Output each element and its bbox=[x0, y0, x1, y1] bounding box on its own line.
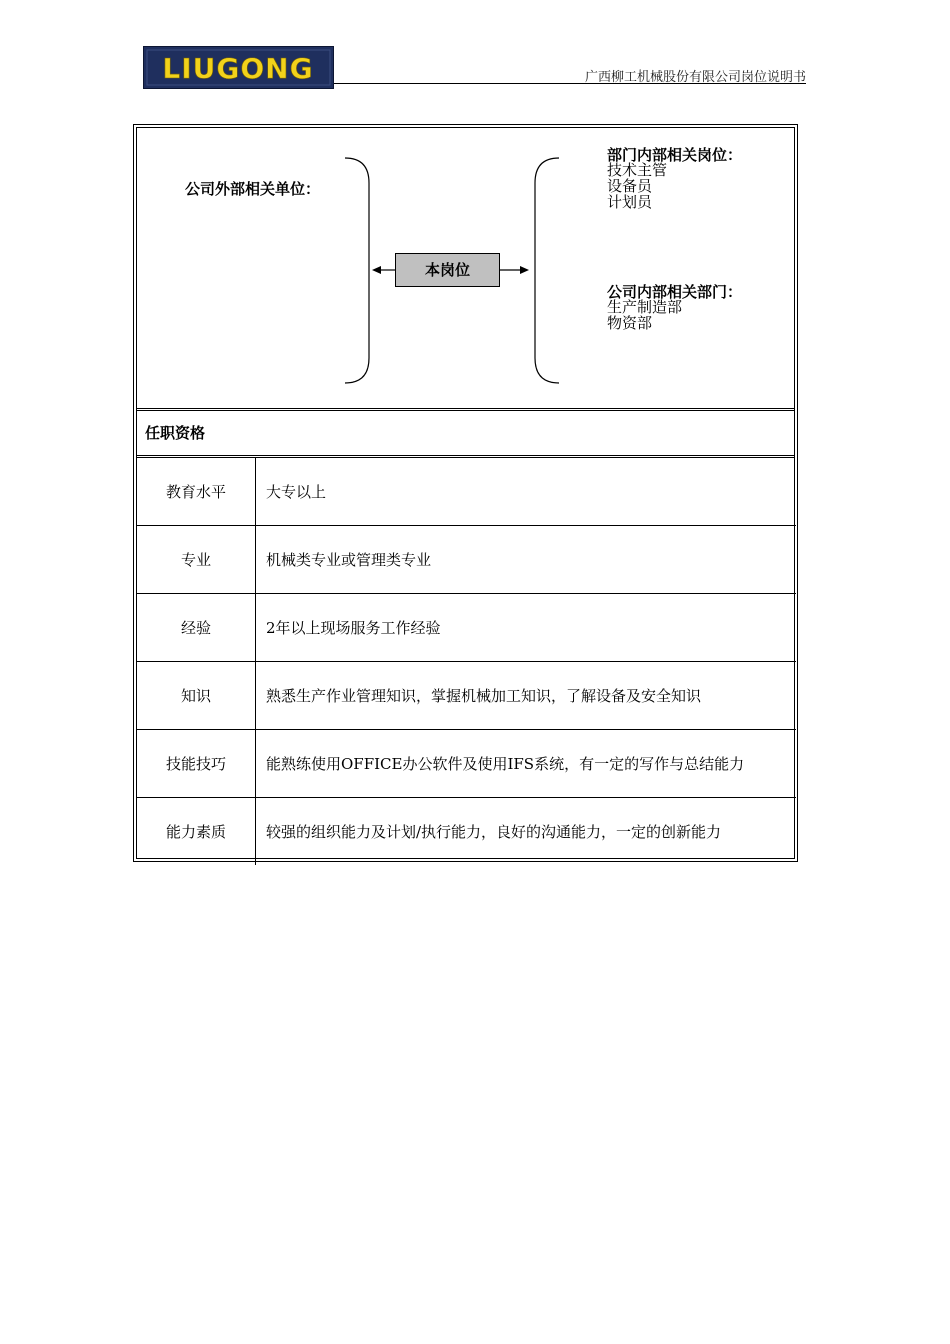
internal-positions-title: 部门内部相关岗位： bbox=[607, 146, 743, 164]
row-value: 机械类专业或管理类专业 bbox=[256, 526, 797, 594]
qualifications-title: 任职资格 bbox=[137, 411, 794, 458]
internal-position-item: 设备员 bbox=[607, 177, 653, 195]
left-brace bbox=[345, 158, 369, 383]
row-value: 大专以上 bbox=[266, 483, 327, 501]
qualifications-table bbox=[137, 458, 796, 865]
row-value: 2年以上现场服务工作经验 bbox=[256, 594, 797, 662]
row-label: 技能技巧 bbox=[137, 730, 256, 798]
internal-depts-title: 公司内部相关部门： bbox=[607, 283, 743, 301]
row-value: 能熟练使用OFFICE办公软件及使用IFS系统，有一定的写作与总结能力 bbox=[256, 730, 797, 798]
external-units-title: 公司外部相关单位： bbox=[185, 180, 321, 198]
left-arrow-head bbox=[372, 266, 381, 274]
table-row bbox=[137, 730, 796, 798]
this-position-box: 本岗位 bbox=[395, 253, 500, 287]
internal-position-item: 技术主管 bbox=[607, 161, 668, 179]
table-row bbox=[137, 526, 796, 594]
right-brace bbox=[535, 158, 559, 383]
table-row bbox=[137, 458, 796, 526]
row-label: 经验 bbox=[137, 594, 256, 662]
internal-dept-item: 生产制造部 bbox=[607, 298, 683, 316]
row-label: 知识 bbox=[137, 662, 256, 730]
logo-text: LIUGONG bbox=[162, 52, 314, 85]
job-description-table bbox=[136, 127, 795, 859]
document-title: 广西柳工机械股份有限公司岗位说明书 bbox=[584, 70, 806, 85]
table-row bbox=[137, 662, 796, 730]
row-label: 能力素质 bbox=[137, 798, 256, 866]
right-arrow-head bbox=[520, 266, 529, 274]
job-description-frame bbox=[133, 124, 798, 862]
internal-position-item: 计划员 bbox=[607, 193, 653, 211]
internal-dept-item: 物资部 bbox=[607, 314, 653, 332]
row-label: 专业 bbox=[137, 526, 256, 594]
relationship-diagram bbox=[137, 128, 794, 411]
row-value: 较强的组织能力及计划/执行能力，良好的沟通能力，一定的创新能力 bbox=[256, 798, 797, 866]
company-logo bbox=[143, 46, 334, 89]
header-divider bbox=[334, 83, 806, 84]
table-row bbox=[137, 798, 796, 866]
row-label: 教育水平 bbox=[137, 458, 256, 526]
row-value: 熟悉生产作业管理知识，掌握机械加工知识，了解设备及安全知识 bbox=[256, 662, 797, 730]
table-row bbox=[137, 594, 796, 662]
